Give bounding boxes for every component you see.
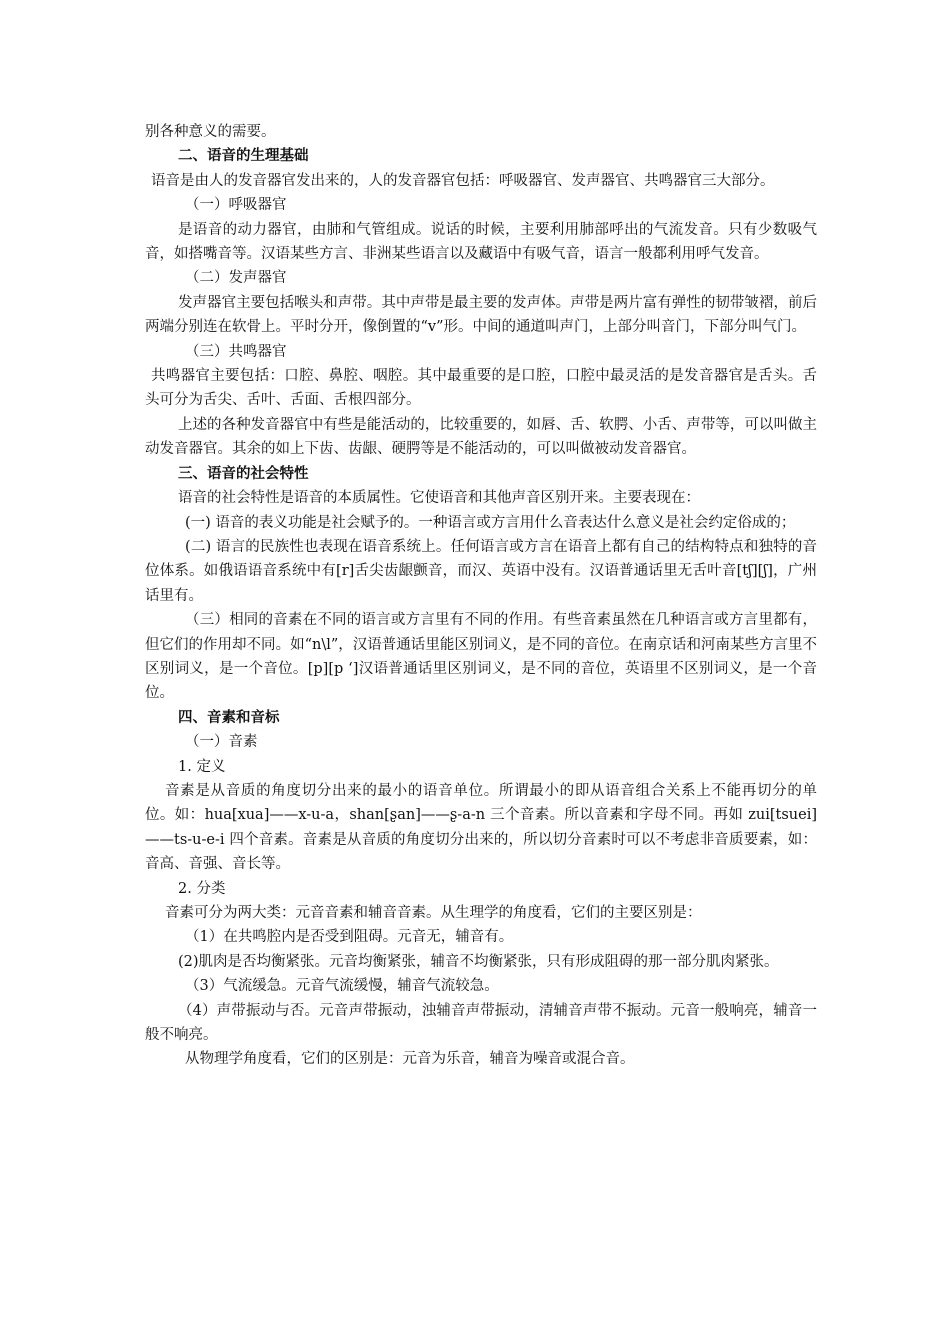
list-item-3: （3）气流缓急。元音气流缓慢，辅音气流较急。 xyxy=(185,978,499,995)
subheading-resonance: （三）共鸣器官 xyxy=(185,343,287,360)
paragraph-continuation: 别各种意义的需要。 xyxy=(145,124,276,140)
subheading-classification: 2. 分类 xyxy=(178,880,226,897)
section-heading-3: 三、语音的社会特性 xyxy=(178,465,309,482)
paragraph-definition: 音素是从音质的角度切分出来的最小的语音单位。所谓最小的即从语音组合关系上不能再切分的单位。如：hua[xua]——x-u-a，shan[ʂan]——ʂ-a-n 三个音素。所以音素和字母不同。再如 zui[tsuei]——ts-u-e-i 四个音素。音素是从音质的角度切分出来的，所以切分音素时可以不考虑非音质要素，如：音高、音强、音长等。 xyxy=(145,782,817,873)
paragraph-resonance: 共鸣器官主要包括：口腔、鼻腔、咽腔。其中最重要的是口腔，口腔中最灵活的是发音器官是舌头。舌头可分为舌尖、舌叶、舌面、舌根四部分。 xyxy=(145,368,817,409)
document-page xyxy=(145,120,817,1072)
list-item-1: （1）在共鸣腔内是否受到阻碍。元音无，辅音有。 xyxy=(185,929,514,946)
paragraph-social-intro: 语音的社会特性是语音的本质属性。它使语音和其他声音区别开来。主要表现在： xyxy=(178,490,700,507)
paragraph-active-passive: 上述的各种发音器官中有些是能活动的，比较重要的，如唇、舌、软腭、小舌、声带等，可以叫做主动发音器官。其余的如上下齿、齿龈、硬腭等是不能活动的，可以叫做被动发音器官。 xyxy=(145,416,817,458)
paragraph-social-3: （三）相同的音素在不同的语言或方言里有不同的作用。有些音素虽然在几种语言或方言里都有，但它们的作用却不同。如“n\l”，汉语普通话里能区别词义，是不同的音位。在南京话和河南某些方言里不区别词义，是一个音位。[p][p ‘]汉语普通话里区别词义，是不同的音位，英语里不区别词义，是一个音位。 xyxy=(145,612,817,702)
paragraph-physics: 从物理学角度看，它们的区别是：元音为乐音，辅音为噪音或混合音。 xyxy=(185,1051,635,1068)
subheading-phoneme: （一）音素 xyxy=(185,734,258,751)
subheading-phonation: （二）发声器官 xyxy=(185,270,287,287)
paragraph-social-1: (一) 语音的表义功能是社会赋予的。一种语言或方言用什么音表达什么意义是社会约定俗成的； xyxy=(185,514,796,531)
paragraph-respiratory: 是语音的动力器官，由肺和气管组成。说话的时候，主要利用肺部呼出的气流发音。只有少数吸气音，如搭嘴音等。汉语某些方言、非洲某些语言以及藏语中有吸气音，语言一般都利用呼气发音。 xyxy=(145,221,817,263)
paragraph-intro: 语音是由人的发音器官发出来的，人的发音器官包括：呼吸器官、发声器官、共鸣器官三大部分。 xyxy=(151,172,775,189)
subheading-respiratory: （一）呼吸器官 xyxy=(185,197,287,214)
subheading-definition: 1. 定义 xyxy=(178,758,226,775)
paragraph-phonation: 发声器官主要包括喉头和声带。其中声带是最主要的发声体。声带是两片富有弹性的韧带皱褶，前后两端分别连在软骨上。平时分开，像倒置的“v”形。中间的通道叫声门，上部分叫音门，下部分叫气门。 xyxy=(145,294,817,336)
list-item-4: （4）声带振动与否。元音声带振动，浊辅音声带振动，清辅音声带不振动。元音一般响亮，辅音一般不响亮。 xyxy=(145,1002,817,1044)
paragraph-social-2: (二) 语言的民族性也表现在语音系统上。任何语言或方言在语音上都有自己的结构特点和独特的音位体系。如俄语语音系统中有[r]舌尖齿龈颤音，而汉、英语中没有。汉语普通话里无舌叶音[tʃ][ʃ]，广州话里有。 xyxy=(145,538,817,604)
section-heading-2: 二、语音的生理基础 xyxy=(178,148,309,165)
list-item-2: (2)肌肉是否均衡紧张。元音均衡紧张，辅音不均衡紧张，只有形成阻碍的那一部分肌肉紧张。 xyxy=(178,953,779,970)
section-heading-4: 四、音素和音标 xyxy=(178,709,280,726)
paragraph-classification: 音素可分为两大类：元音音素和辅音音素。从生理学的角度看，它们的主要区别是： xyxy=(165,905,702,921)
